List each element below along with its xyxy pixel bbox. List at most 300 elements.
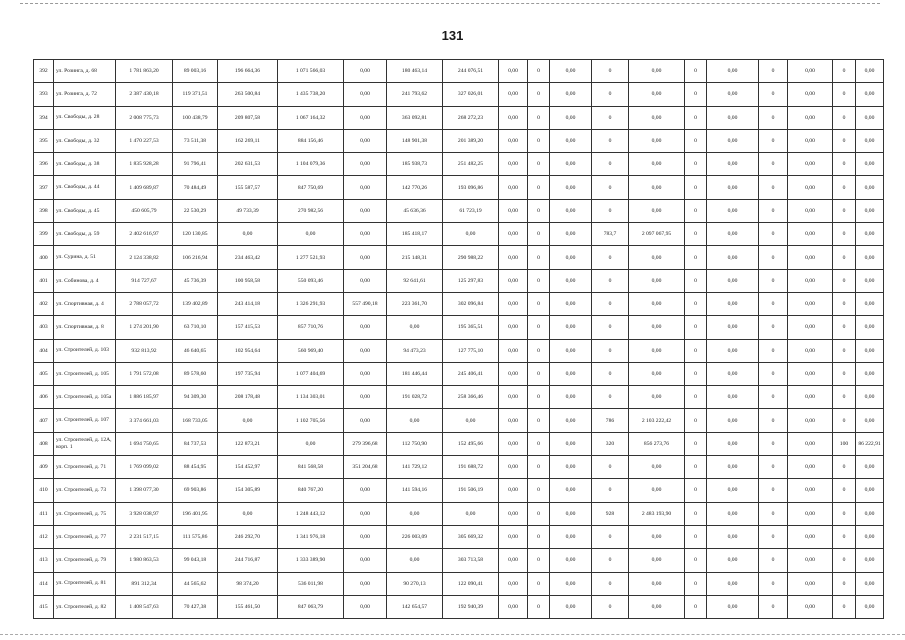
value-cell: 0,00 [218,409,278,432]
value-cell: 191 028,72 [387,386,443,409]
value-cell: 0,00 [707,153,759,176]
value-cell: 0,00 [856,129,884,152]
value-cell: 0,00 [550,502,592,525]
table-row [34,409,884,432]
value-cell: 0,00 [550,60,592,83]
value-cell: 0,00 [550,199,592,222]
value-cell: 0,00 [856,292,884,315]
value-cell: 1 835 928,28 [116,153,173,176]
value-cell: 0,00 [707,60,759,83]
value-cell: 0,00 [788,595,833,618]
value-cell: 0,00 [387,409,443,432]
value-cell: 0 [592,176,629,199]
table-row [34,456,884,479]
value-cell: 0,00 [856,339,884,362]
value-cell: 0 [833,456,856,479]
value-cell: 122 873,21 [218,432,278,455]
table-row [34,60,884,83]
value-cell: 0 [592,269,629,292]
value-cell: 0,00 [550,129,592,152]
value-cell: 1 326 291,93 [278,292,344,315]
value-cell: 100 [833,432,856,455]
value-cell: 1 694 750,65 [116,432,173,455]
value-cell: 195 365,51 [443,316,499,339]
value-cell: 0,00 [788,362,833,385]
value-cell: 0 [759,479,788,502]
value-cell: 0,00 [629,479,685,502]
value-cell: 0 [759,60,788,83]
value-cell: 0,00 [550,339,592,362]
value-cell: 0 [759,153,788,176]
row-number-cell: 397 [34,176,54,199]
value-cell: 251 482,25 [443,153,499,176]
value-cell: 0,00 [856,246,884,269]
value-cell: 0 [528,362,550,385]
address-cell: ул. Строителей, д. 105 [54,362,116,385]
table-row [34,386,884,409]
value-cell: 241 793,62 [387,83,443,106]
value-cell: 0 [528,292,550,315]
value-cell: 2 387 430,18 [116,83,173,106]
value-cell: 0 [592,246,629,269]
value-cell: 0,00 [629,316,685,339]
value-cell: 0,00 [344,153,387,176]
value-cell: 0 [833,362,856,385]
value-cell: 0 [759,106,788,129]
value-cell: 270 982,56 [278,199,344,222]
value-cell: 185 418,17 [387,223,443,246]
value-cell: 0 [833,479,856,502]
value-cell: 0 [685,176,707,199]
value-cell: 0,00 [443,409,499,432]
value-cell: 1 409 689,87 [116,176,173,199]
value-cell: 263 500,84 [218,83,278,106]
value-cell: 0 [759,432,788,455]
value-cell: 0,00 [856,525,884,548]
value-cell: 327 026,01 [443,83,499,106]
value-cell: 215 148,31 [387,246,443,269]
value-cell: 0 [759,549,788,572]
value-cell: 303 713,58 [443,549,499,572]
value-cell: 91 796,41 [173,153,218,176]
value-cell: 70 427,38 [173,595,218,618]
value-cell: 119 371,51 [173,83,218,106]
value-cell: 0,00 [499,269,528,292]
table-row [34,153,884,176]
value-cell: 180 463,14 [387,60,443,83]
value-cell: 884 156,46 [278,129,344,152]
row-number-cell: 414 [34,572,54,595]
row-number-cell: 401 [34,269,54,292]
table-row [34,316,884,339]
value-cell: 73 511,38 [173,129,218,152]
value-cell: 185 938,73 [387,153,443,176]
page-number: 131 [441,28,464,43]
row-number-cell: 412 [34,525,54,548]
value-cell: 0,00 [344,246,387,269]
table-row [34,246,884,269]
value-cell: 0,00 [707,479,759,502]
value-cell: 112 750,90 [387,432,443,455]
value-cell: 0 [592,129,629,152]
address-cell: ул. Свободы, д. 28 [54,106,116,129]
value-cell: 0,00 [499,223,528,246]
value-cell: 0 [592,339,629,362]
value-cell: 0,00 [550,176,592,199]
value-cell: 550 093,46 [278,269,344,292]
value-cell: 193 096,86 [443,176,499,199]
value-cell: 0,00 [707,549,759,572]
value-cell: 0 [528,176,550,199]
value-cell: 0 [592,316,629,339]
address-cell: ул. Строителей, д. 79 [54,549,116,572]
value-cell: 94 309,30 [173,386,218,409]
address-cell: ул. Строителей, д. 107 [54,409,116,432]
value-cell: 1 071 566,03 [278,60,344,83]
value-cell: 0 [759,246,788,269]
value-cell: 196 401,95 [173,502,218,525]
value-cell: 1 134 303,01 [278,386,344,409]
value-cell: 0,00 [550,525,592,548]
value-cell: 891 312,34 [116,572,173,595]
address-cell: ул. Строителей, д. 77 [54,525,116,548]
value-cell: 0 [833,176,856,199]
value-cell: 244 076,51 [443,60,499,83]
value-cell: 0,00 [629,83,685,106]
value-cell: 0,00 [707,269,759,292]
row-number-cell: 411 [34,502,54,525]
value-cell: 0 [528,223,550,246]
value-cell: 46 640,65 [173,339,218,362]
value-cell: 0,00 [707,176,759,199]
value-cell: 0 [592,292,629,315]
value-cell: 557 490,18 [344,292,387,315]
row-number-cell: 395 [34,129,54,152]
table-row [34,106,884,129]
value-cell: 1 769 099,02 [116,456,173,479]
address-cell: ул. Спортивная, д. 4 [54,292,116,315]
value-cell: 2 231 517,15 [116,525,173,548]
value-cell: 0,00 [788,409,833,432]
scan-edge-top [20,3,880,5]
value-cell: 0,00 [856,572,884,595]
value-cell: 0 [685,572,707,595]
value-cell: 0,00 [550,362,592,385]
row-number-cell: 393 [34,83,54,106]
value-cell: 0,00 [629,153,685,176]
value-cell: 0,00 [788,153,833,176]
value-cell: 0,00 [499,199,528,222]
value-cell: 0,00 [707,339,759,362]
value-cell: 2 402 616,97 [116,223,173,246]
value-cell: 0 [528,316,550,339]
value-cell: 1 341 976,18 [278,525,344,548]
value-cell: 0 [833,549,856,572]
value-cell: 0,00 [344,386,387,409]
value-cell: 0,00 [550,223,592,246]
value-cell: 0,00 [856,456,884,479]
value-cell: 0,00 [788,246,833,269]
value-cell: 0 [833,223,856,246]
value-cell: 0,00 [499,362,528,385]
scan-edge-bottom [0,634,905,636]
value-cell: 209 807,58 [218,106,278,129]
value-cell: 0,00 [788,572,833,595]
value-cell: 0,00 [344,525,387,548]
value-cell: 0,00 [707,199,759,222]
table-row [34,176,884,199]
value-cell: 2 008 775,73 [116,106,173,129]
value-cell: 0,00 [707,246,759,269]
value-cell: 0,00 [344,83,387,106]
value-cell: 0 [759,456,788,479]
value-cell: 0,00 [856,316,884,339]
value-cell: 148 901,38 [387,129,443,152]
value-cell: 0 [685,292,707,315]
value-cell: 0 [833,386,856,409]
value-cell: 0,00 [629,362,685,385]
value-cell: 0,00 [788,456,833,479]
value-cell: 1 791 572,08 [116,362,173,385]
address-cell: ул. Строителей, д. 103 [54,339,116,362]
value-cell: 154 452,97 [218,456,278,479]
value-cell: 142 770,26 [387,176,443,199]
table-row [34,129,884,152]
value-cell: 0,00 [856,479,884,502]
table-row [34,525,884,548]
value-cell: 155 587,57 [218,176,278,199]
value-cell: 0,00 [707,595,759,618]
value-cell: 0,00 [499,409,528,432]
value-cell: 0 [759,199,788,222]
table-row [34,223,884,246]
value-cell: 1 333 389,90 [278,549,344,572]
value-cell: 0,00 [499,60,528,83]
address-cell: ул. Розинга, д. 72 [54,83,116,106]
value-cell: 0,00 [344,60,387,83]
value-cell: 139 402,89 [173,292,218,315]
value-cell: 0,00 [278,432,344,455]
value-cell: 89 578,60 [173,362,218,385]
value-cell: 0,00 [856,176,884,199]
table-row [34,199,884,222]
value-cell: 0,00 [788,502,833,525]
value-cell: 196 664,36 [218,60,278,83]
value-cell: 45 636,36 [387,199,443,222]
table-row [34,362,884,385]
value-cell: 0,00 [499,595,528,618]
value-cell: 100 958,58 [218,269,278,292]
value-cell: 0,00 [788,432,833,455]
row-number-cell: 396 [34,153,54,176]
value-cell: 0,00 [707,292,759,315]
value-cell: 783,7 [592,223,629,246]
value-cell: 0 [685,362,707,385]
value-cell: 0 [528,525,550,548]
row-number-cell: 394 [34,106,54,129]
value-cell: 0 [685,502,707,525]
row-number-cell: 404 [34,339,54,362]
address-cell: ул. Строителей, д. 105а [54,386,116,409]
value-cell: 305 669,32 [443,525,499,548]
value-cell: 44 565,62 [173,572,218,595]
value-cell: 0 [685,199,707,222]
value-cell: 0,00 [707,223,759,246]
value-cell: 0,00 [499,572,528,595]
value-cell: 0,00 [499,339,528,362]
value-cell: 1 781 863,20 [116,60,173,83]
value-cell: 0,00 [387,316,443,339]
value-cell: 1 067 164,32 [278,106,344,129]
value-cell: 0,00 [550,549,592,572]
value-cell: 0 [592,60,629,83]
value-cell: 0 [528,456,550,479]
row-number-cell: 407 [34,409,54,432]
value-cell: 0,00 [788,525,833,548]
value-cell: 0 [833,246,856,269]
value-cell: 244 716,87 [218,549,278,572]
value-cell: 0,00 [856,106,884,129]
value-cell: 86 222,91 [856,432,884,455]
value-cell: 0,00 [707,572,759,595]
value-cell: 0,00 [443,223,499,246]
value-cell: 0,00 [629,60,685,83]
value-cell: 3 928 038,97 [116,502,173,525]
value-cell: 0,00 [550,292,592,315]
value-cell: 0,00 [788,269,833,292]
value-cell: 2 097 067,95 [629,223,685,246]
value-cell: 0 [833,199,856,222]
value-cell: 536 011,98 [278,572,344,595]
value-cell: 0,00 [856,269,884,292]
value-cell: 102 954,64 [218,339,278,362]
value-cell: 0,00 [788,479,833,502]
value-cell: 0 [759,572,788,595]
value-cell: 279 396,68 [344,432,387,455]
value-cell: 1 248 443,12 [278,502,344,525]
value-cell: 0 [759,362,788,385]
value-cell: 0 [685,525,707,548]
value-cell: 0 [685,269,707,292]
row-number-cell: 413 [34,549,54,572]
value-cell: 0,00 [788,83,833,106]
value-cell: 0 [528,549,550,572]
value-cell: 1 408 547,63 [116,595,173,618]
address-cell: ул. Строителей, д. 75 [54,502,116,525]
value-cell: 0,00 [788,223,833,246]
row-number-cell: 398 [34,199,54,222]
value-cell: 0,00 [550,153,592,176]
value-cell: 0,00 [499,479,528,502]
value-cell: 168 733,05 [173,409,218,432]
value-cell: 786 [592,409,629,432]
value-cell: 0,00 [550,479,592,502]
value-cell: 122 090,41 [443,572,499,595]
value-cell: 0,00 [788,106,833,129]
value-cell: 0,00 [550,106,592,129]
value-cell: 0 [759,502,788,525]
value-cell: 1 886 185,97 [116,386,173,409]
value-cell: 258 366,46 [443,386,499,409]
value-cell: 0,00 [344,479,387,502]
value-cell: 0,00 [788,60,833,83]
value-cell: 0 [592,106,629,129]
value-cell: 0,00 [499,176,528,199]
value-cell: 0 [592,572,629,595]
value-cell: 0 [685,386,707,409]
value-cell: 70 484,49 [173,176,218,199]
value-cell: 243 414,18 [218,292,278,315]
value-cell: 0,00 [629,525,685,548]
address-cell: ул. Розинга, д. 68 [54,60,116,83]
value-cell: 0,00 [499,106,528,129]
value-cell: 0,00 [344,316,387,339]
value-cell: 125 297,83 [443,269,499,292]
value-cell: 0,00 [707,456,759,479]
address-cell: ул. Строителей, д. 82 [54,595,116,618]
address-cell: ул. Свободы, д. 38 [54,153,116,176]
value-cell: 0,00 [550,432,592,455]
value-cell: 246 292,70 [218,525,278,548]
value-cell: 0 [833,316,856,339]
value-cell: 0,00 [550,595,592,618]
value-cell: 0,00 [550,572,592,595]
table-row [34,479,884,502]
value-cell: 0 [685,246,707,269]
value-cell: 192 940,39 [443,595,499,618]
value-cell: 0 [685,153,707,176]
value-cell: 2 788 057,72 [116,292,173,315]
table-row [34,83,884,106]
value-cell: 0,00 [707,83,759,106]
value-cell: 0 [592,525,629,548]
value-cell: 0 [833,83,856,106]
value-cell: 0,00 [707,316,759,339]
value-cell: 0,00 [629,176,685,199]
value-cell: 0 [685,409,707,432]
value-cell: 0,00 [550,386,592,409]
value-cell: 0 [528,106,550,129]
value-cell: 0,00 [218,502,278,525]
value-cell: 302 096,84 [443,292,499,315]
value-cell: 0,00 [499,292,528,315]
value-cell: 0 [528,269,550,292]
value-cell: 847 063,79 [278,595,344,618]
value-cell: 90 270,13 [387,572,443,595]
value-cell: 0,00 [707,432,759,455]
value-cell: 0,00 [788,316,833,339]
value-cell: 363 092,81 [387,106,443,129]
value-cell: 0,00 [443,502,499,525]
value-cell: 120 130,85 [173,223,218,246]
value-cell: 0 [833,129,856,152]
value-cell: 141 729,12 [387,456,443,479]
table-row [34,292,884,315]
value-cell: 0 [528,502,550,525]
table-row [34,549,884,572]
value-cell: 1 274 201,90 [116,316,173,339]
value-cell: 0,00 [788,292,833,315]
value-cell: 63 710,10 [173,316,218,339]
value-cell: 0,00 [629,549,685,572]
value-cell: 0,00 [788,549,833,572]
value-cell: 0,00 [788,129,833,152]
value-cell: 0,00 [856,409,884,432]
value-cell: 0,00 [499,432,528,455]
value-cell: 88 454,95 [173,456,218,479]
value-cell: 0 [759,223,788,246]
value-cell: 0,00 [218,223,278,246]
